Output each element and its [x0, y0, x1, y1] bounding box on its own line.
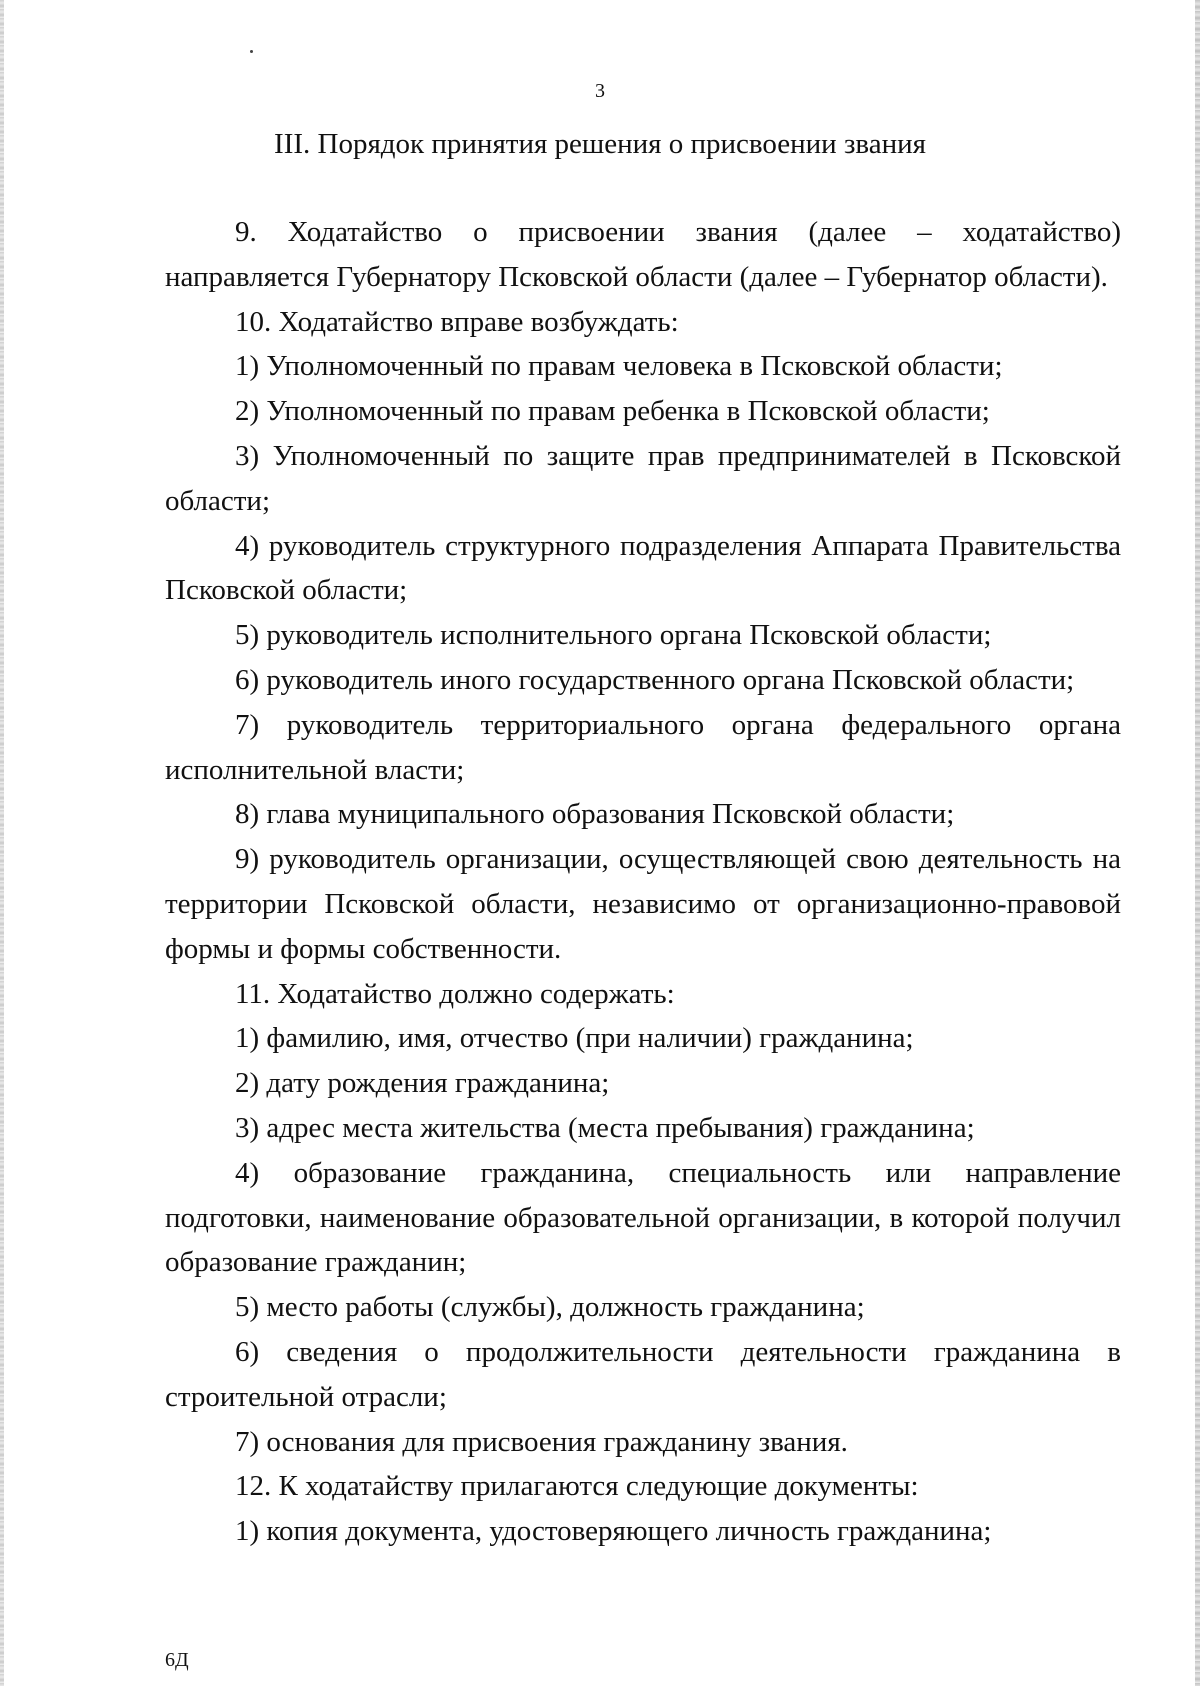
list-item: 3) Уполномоченный по защите прав предпринимателей в Псковской области; [165, 439, 1121, 517]
list-item: 8) глава муниципального образования Псковской области; [235, 798, 955, 831]
scan-edge-left [0, 0, 4, 1686]
paragraph-12: 12. К ходатайству прилагаются следующие документы: [235, 1470, 919, 1503]
paragraph-11: 11. Ходатайство должно содержать: [235, 977, 675, 1010]
list-item: 3) адрес места жительства (места пребывания) гражданина; [235, 1111, 975, 1144]
list-item: 6) сведения о продолжительности деятельности гражданина в строительной отрасли; [165, 1335, 1121, 1413]
page-number: 3 [595, 80, 605, 102]
list-item: 1) Уполномоченный по правам человека в Псковской области; [235, 350, 1003, 383]
paragraph-10: 10. Ходатайство вправе возбуждать: [235, 305, 679, 338]
list-item: 1) фамилию, имя, отчество (при наличии) гражданина; [235, 1022, 914, 1055]
list-item: 7) основания для присвоения гражданину звания. [235, 1425, 848, 1458]
list-item: 4) руководитель структурного подразделения Аппарата Правительства Псковской области; [165, 529, 1121, 607]
document-body [165, 210, 1121, 1554]
list-item: 2) Уполномоченный по правам ребенка в Псковской области; [235, 395, 990, 428]
list-item: 9) руководитель организации, осуществляющей свою деятельность на территории Псковской области, независимо от организационно-правовой формы и формы собственности. [165, 843, 1121, 965]
scan-edge-right [1195, 0, 1200, 1686]
list-item: 7) руководитель территориального органа федерального органа исполнительной власти; [165, 708, 1121, 786]
list-item: 6) руководитель иного государственного органа Псковской области; [235, 663, 1075, 696]
list-item: 2) дату рождения гражданина; [235, 1067, 610, 1100]
list-item: 5) место работы (службы), должность гражданина; [235, 1291, 865, 1324]
list-item: 4) образование гражданина, специальность или направление подготовки, наименование образовательной организации, в которой получил образование гражданин; [165, 1156, 1121, 1279]
list-item: 1) копия документа, удостоверяющего личность гражданина; [235, 1515, 992, 1548]
scan-speck [250, 50, 253, 53]
paragraph-9: 9. Ходатайство о присвоении звания (далее – ходатайство) направляется Губернатору Псковской области (далее – Губернатор области). [165, 216, 1121, 293]
section-title: III. Порядок принятия решения о присвоении звания [274, 128, 926, 160]
footer-code: 6Д [165, 1649, 189, 1671]
list-item: 5) руководитель исполнительного органа Псковской области; [235, 619, 992, 652]
